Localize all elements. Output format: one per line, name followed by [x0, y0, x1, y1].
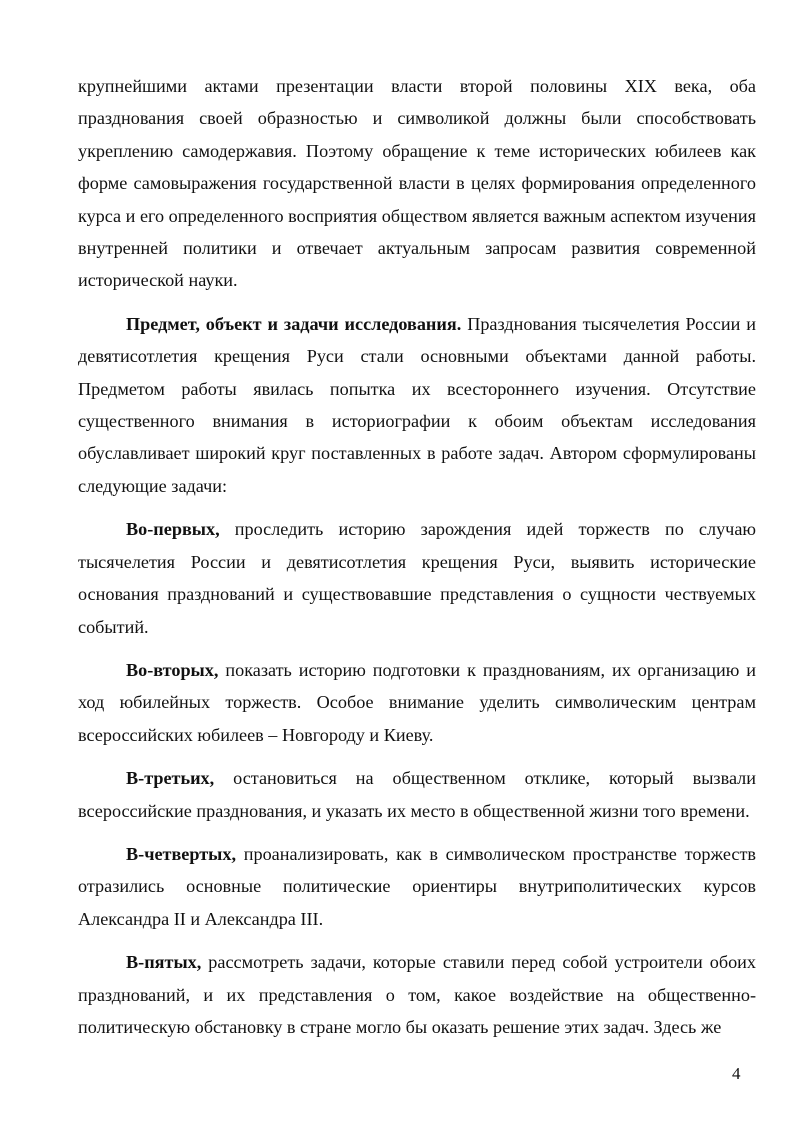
paragraph-lead-fifth: В-пятых,: [126, 952, 202, 973]
paragraph-text: проследить историю зарождения идей торжеств по случаю тысячелетия России и девятисотлетия крещения Руси, выявить исторические основания празднований и существовавшие представления о сущности чествуемых событий.: [78, 519, 756, 637]
paragraph-text: остановиться на общественном отклике, который вызвали всероссийские празднования, и указать их место в общественной жизни того времени.: [78, 768, 756, 821]
paragraph-lead-fourth: В-четвертых,: [126, 843, 236, 864]
paragraph-lead-second: Во-вторых,: [126, 659, 219, 680]
paragraph-lead-subject: Предмет, объект и задачи исследования.: [126, 313, 462, 334]
paragraph-task-first: [78, 513, 756, 643]
paragraph-lead-third: В-третьих,: [126, 768, 215, 789]
paragraph-intro-continuation: [78, 70, 756, 297]
document-page: [78, 70, 756, 1043]
page-number: 4: [732, 1064, 741, 1083]
paragraph-task-fifth: [78, 946, 756, 1043]
paragraph-task-fourth: [78, 838, 756, 935]
paragraph-task-third: [78, 762, 756, 827]
paragraph-text: рассмотреть задачи, которые ставили перед собой устроители обоих празднований, и их представления о том, какое воздействие на общественно-политическую обстановку в стране могло бы оказать решение этих задач. Здесь же: [78, 952, 756, 1037]
paragraph-subject-object-tasks: [78, 308, 756, 502]
paragraph-text: крупнейшими актами презентации власти второй половины XIX века, оба празднования своей образностью и символикой должны были способствовать укреплению самодержавия. Поэтому обращение к теме исторических юбилеев как форме самовыражения государственной власти в целях формирования определенного курса и его определенного восприятия обществом является важным аспектом изучения внутренней политики и отвечает актуальным запросам развития современной исторической науки.: [78, 76, 756, 291]
paragraph-text: показать историю подготовки к празднованиям, их организацию и ход юбилейных торжеств. Особое внимание уделить символическим центрам всероссийских юбилеев – Новгороду и Киеву.: [78, 659, 756, 745]
paragraph-task-second: [78, 654, 756, 751]
paragraph-lead-first: Во-первых,: [126, 519, 220, 540]
paragraph-text: Празднования тысячелетия России и девятисотлетия крещения Руси стали основными объектами данной работы. Предметом работы явилась попытка их всестороннего изучения. Отсутствие существенного внимания в историографии к обоим объектам исследования обуславливает широкий круг поставленных в работе задач. Автором сформулированы следующие задачи:: [78, 313, 756, 496]
paragraph-text: проанализировать, как в символическом пространстве торжеств отразились основные политические ориентиры внутриполитических курсов Александра II и Александра III.: [78, 843, 756, 929]
